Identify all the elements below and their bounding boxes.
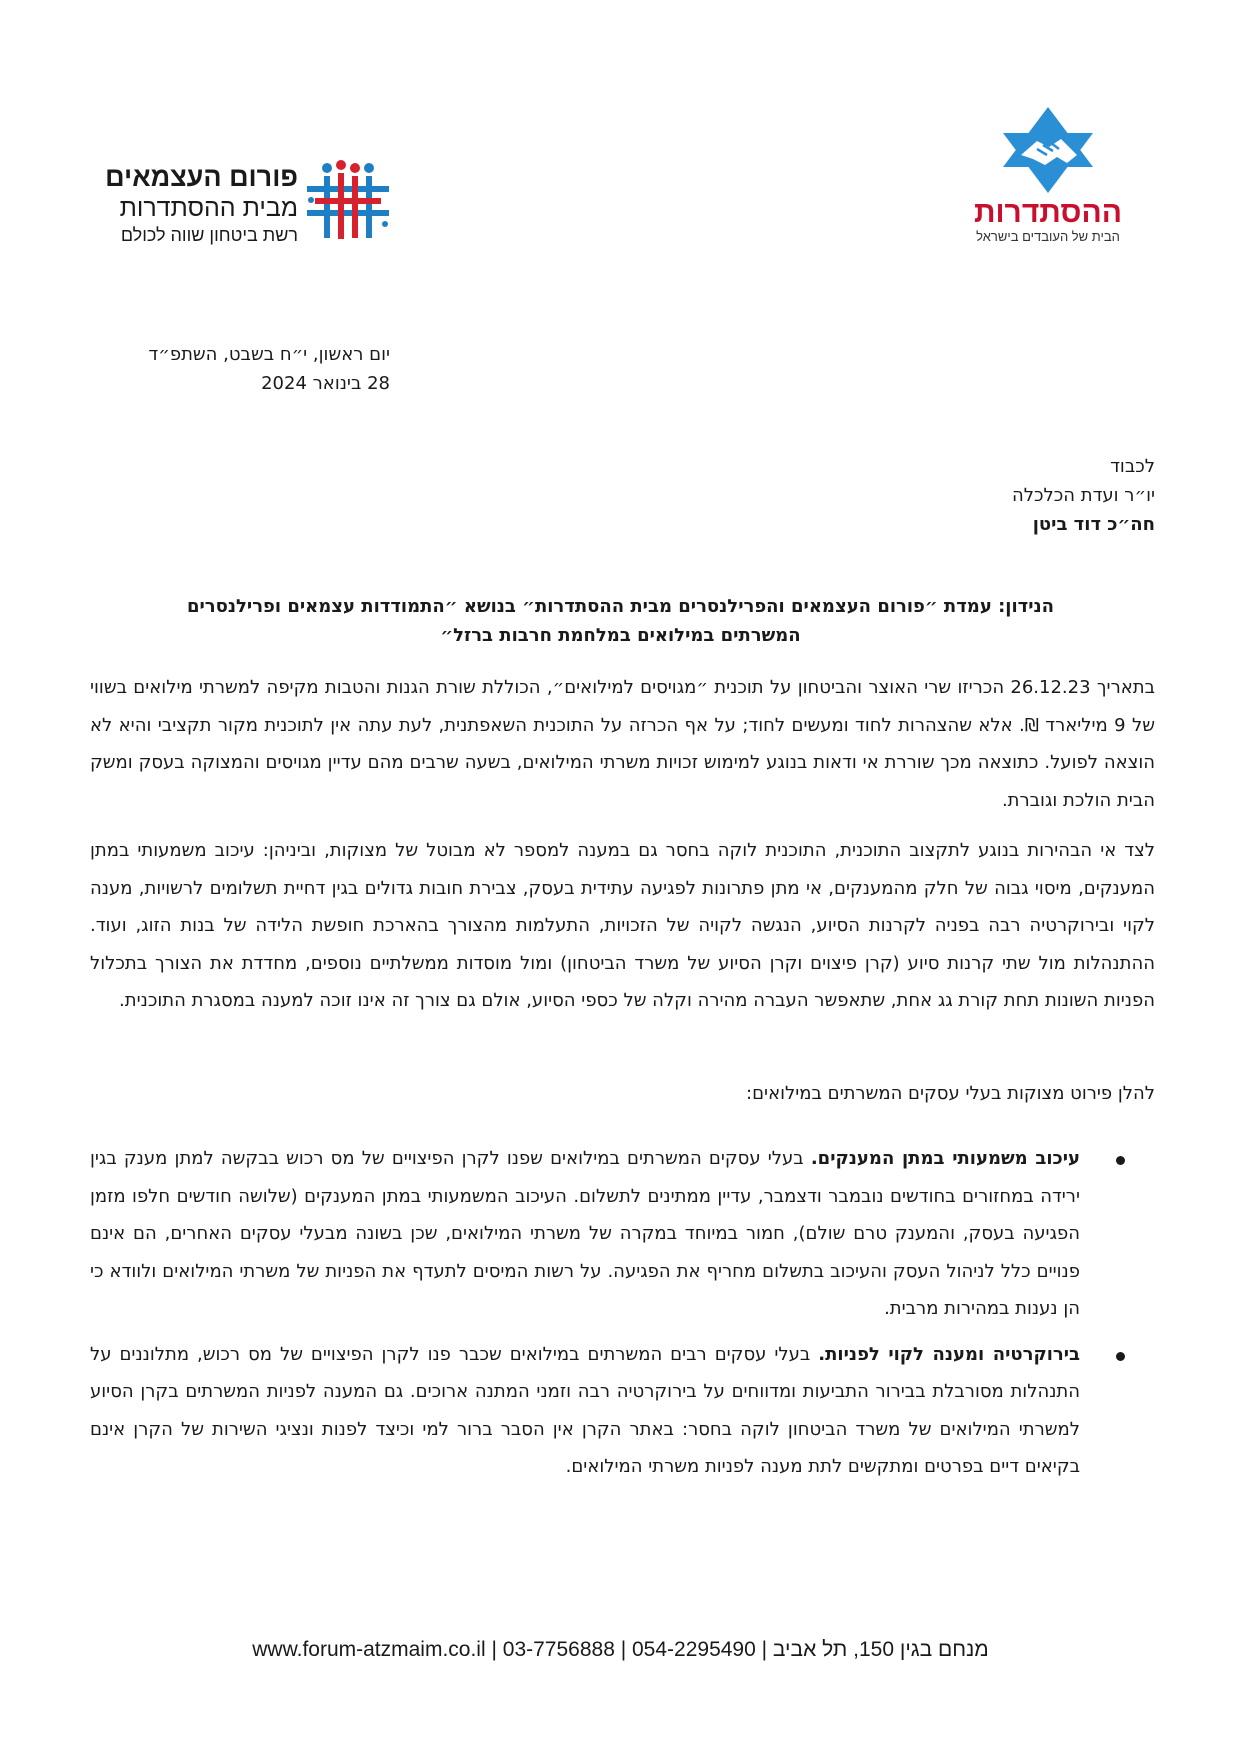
subject-heading xyxy=(120,592,1121,650)
paragraph-3: להלן פירוט מצוקות בעלי עסקים המשרתים במילואים: xyxy=(746,1083,1155,1104)
list-item-lead: עיכוב משמעותי במתן המענקים. xyxy=(810,1148,1080,1169)
addressee-salutation: לכבוד xyxy=(1110,456,1155,477)
footer-contact: מנחם בגין 150, תל אביב | 054-2295490 | 03-7756888 | www.forum-atzmaim.co.il xyxy=(252,1638,989,1661)
forum-logo-text xyxy=(90,162,298,247)
forum-logo xyxy=(90,160,400,260)
subject-line-2: המשרתים במילואים במלחמת חרבות ברזל״ xyxy=(440,625,801,646)
addressee-name: חה״כ דוד ביטן xyxy=(1032,514,1155,535)
bullet-icon xyxy=(1116,1156,1125,1165)
gregorian-date: 28 בינואר 2024 xyxy=(261,373,390,394)
paragraph-1: בתאריך 26.12.23 הכריזו שרי האוצר והביטחון על תוכנית ״מגויסים למילואים״, הכוללת שורת הגנות והטבות מקיפה למשרתי מילואים בשווי של 9 מיליארד ₪. אלא שהצהרות לחוד ומעשים לחוד; על אף הכרזה על התוכנית השאפתנית, לעת עתה אין לתוכנית מקור תקציבי והיא לא הוצאה לפועל. כתוצאה מכך שוררת אי ודאות בנוגע למימוש זכויות משרתי המילואים, בשעה שרבים מהם עדיין מגויסים והמצוקה בעסק ומשק הבית הולכת וגוברת. xyxy=(90,677,1156,811)
forum-subtitle: מבית ההסתדרות xyxy=(119,194,298,222)
people-grid-icon xyxy=(305,160,391,246)
list-item xyxy=(90,1336,1155,1486)
forum-title: פורום העצמאים xyxy=(105,162,298,192)
addressee-title: יו״ר ועדת הכלכלה xyxy=(1012,485,1155,506)
paragraph-2: לצד אי הבהירות בנוגע לתקצוב התוכנית, התוכנית לוקה בחסר גם במענה למספר לא מבוטל של מצוקות, וביניהן: עיכוב משמעותי במתן המענקים, מיסוי גבוה של חלק מהמענקים, אי מתן פתרונות לפגיעה עתידית בעסק, צבירת חובות גדולים בגין דחיית תשלומים לרשויות, מענה לקוי ובירוקרטיה רבה בפניה לקרנות הסיוע, הנגשה לקויה של הזכויות, התעלמות מהצורך בהארכת חופשת הלידה של בנות הזוג, ועוד. ההתנהלות מול שתי קרנות סיוע (קרן פיצוים וקרן הסיוע של משרד הביטחון) ומול מוסדות ממשלתיים נוספים, מחדדת את הצורך בתכלול הפניות השונות תחת קורת גג אחת, שתאפשר העברה מהירה וקלה של כספי הסיוע, אולם גם צורך זה אינו זוכה למענה במסגרת התוכנית. xyxy=(90,840,1155,1011)
histadrut-name: ההסתדרות xyxy=(973,196,1123,229)
star-of-david-handshake-icon xyxy=(993,105,1103,195)
date-block xyxy=(90,340,390,398)
list-item-lead: בירוקרטיה ומענה לקוי לפניות. xyxy=(818,1343,1080,1365)
bullet-icon xyxy=(1116,1352,1125,1361)
addressee-block xyxy=(755,452,1155,539)
list-item xyxy=(90,1140,1155,1328)
list-item-text: בעלי עסקים המשרתים במילואים שפנו לקרן הפיצויים של מס רכוש בבקשה למתן מענק בגין ירידה במחזורים בחודשים נובמבר ודצמבר, עדיין ממתינים לתשלום. העיכוב המשמעותי במתן המענקים (שלושה חודשים חלפו מזמן הפגיעה בעסק, והמענק טרם שולם), חמור במיוחד במקרה של משרתי המילואים, שכן בשונה מבעלי עסקים האחרים, הם אינם פנויים כלל לניהול העסק והעיכוב בתשלום מחריף את הפגיעה. על רשות המיסים לתעדף את הפניות של משרתי המילואים ולוודא כי הן נענות במהירות מרבית. xyxy=(90,1148,1080,1319)
list-item-text: בעלי עסקים רבים המשרתים במילואים שכבר פנו לקרן הפיצויים של מס רכוש, מתלוננים על התנהלות מסורבלת בבירור התביעות ומדווחים על בירוקרטיה רבה וזמני המתנה ארוכים. גם המענה לפניות המשרתים בקרן הסיוע למשרתי המילואים של משרד הביטחון לוקה בחסר: באתר הקרן אין הסבר ברור למי וכיצד לפנות ונציגי השירות של הקרן אינם בקיאים דיים בפרטים ומתקשים לתת מענה לפניות משרתי המילואים. xyxy=(90,1343,1080,1477)
histadrut-logo xyxy=(963,105,1133,255)
subject-line-1: הנידון: עמדת ״פורום העצמאים והפרילנסרים מבית ההסתדרות״ בנושא ״התמודדות עצמאים ופרילנסרים xyxy=(186,596,1055,617)
histadrut-subtitle: הבית של העובדים בישראל xyxy=(976,229,1120,244)
hebrew-date: יום ראשון, י״ח בשבט, השתפ״ד xyxy=(148,344,390,365)
issues-list xyxy=(90,1140,1155,1494)
forum-tagline: רשת ביטחון שווה לכולם xyxy=(120,225,298,245)
